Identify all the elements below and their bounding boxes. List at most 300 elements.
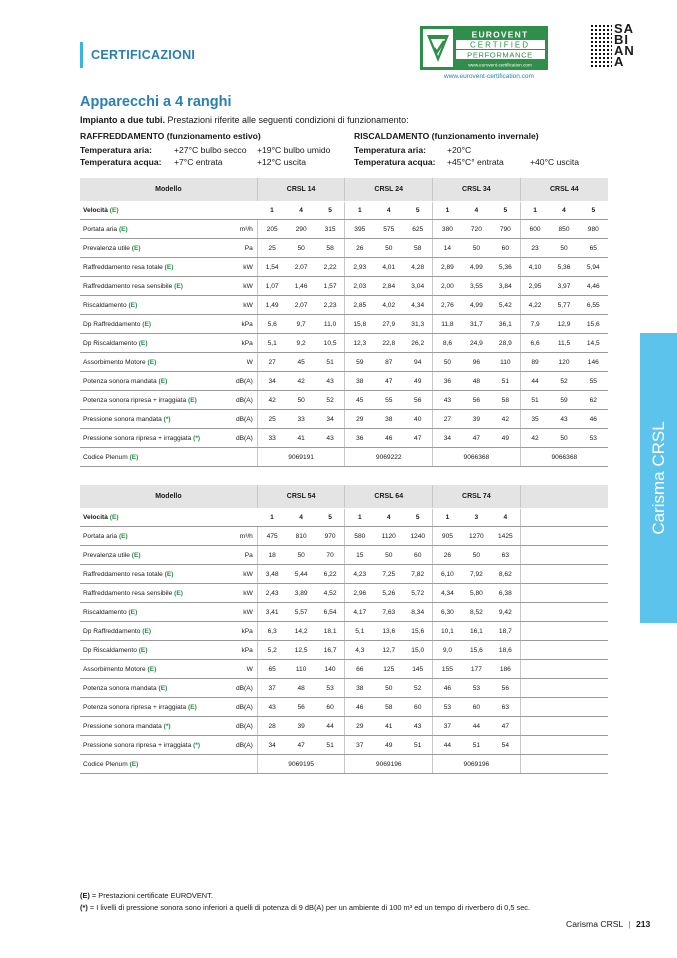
table-cell: 14,2 — [287, 622, 316, 641]
row-label: Raffreddamento resa sensibile (E) — [80, 277, 227, 296]
table-cell — [579, 584, 608, 603]
table-cell: 3,89 — [287, 584, 316, 603]
table-cell: 5,44 — [287, 565, 316, 584]
table-cell: 6,3 — [257, 622, 286, 641]
table-cell: 53 — [579, 429, 608, 448]
table-cell: 37 — [345, 736, 374, 755]
row-unit: m³/h — [227, 220, 257, 239]
table-cell: 12,3 — [345, 334, 374, 353]
sabiana-logo — [590, 21, 650, 69]
spec-table-2 — [80, 485, 608, 774]
table-cell: 46 — [433, 679, 462, 698]
table-cell: 5,72 — [403, 584, 432, 603]
table-cell: 290 — [287, 220, 316, 239]
page-footer — [566, 919, 650, 929]
table-cell: 44 — [316, 717, 345, 736]
table-cell: 45 — [345, 391, 374, 410]
table-cell: 9,7 — [287, 315, 316, 334]
table-row — [80, 372, 608, 391]
cooling-water-v2: +12°C uscita — [257, 157, 307, 167]
row-unit: dB(A) — [227, 410, 257, 429]
row-label: Dp Raffreddamento (E) — [80, 315, 227, 334]
row-unit: dB(A) — [227, 698, 257, 717]
table-cell: 42 — [491, 410, 520, 429]
table-cell: 3,97 — [549, 277, 578, 296]
row-label: Pressione sonora mandata (*) — [80, 410, 227, 429]
row-label: Riscaldamento (E) — [80, 603, 227, 622]
table-cell: 315 — [316, 220, 345, 239]
table-cell: 15 — [345, 546, 374, 565]
table-cell: 31,7 — [462, 315, 491, 334]
table-cell — [549, 584, 578, 603]
table-cell: 33 — [257, 429, 286, 448]
row-label: Prevalenza utile (E) — [80, 239, 227, 258]
table-cell: 575 — [374, 220, 403, 239]
table-cell: 48 — [462, 372, 491, 391]
table-cell — [520, 584, 549, 603]
footer-label: Carisma CRSL — [566, 919, 623, 929]
table-cell: 59 — [345, 353, 374, 372]
table-cell: 25 — [257, 410, 286, 429]
table-cell: 38 — [374, 410, 403, 429]
speed-label: Velocità (E) — [80, 202, 257, 220]
table-cell: 2,07 — [287, 296, 316, 315]
table-cell: 50 — [549, 429, 578, 448]
table-cell: 46 — [345, 698, 374, 717]
row-unit: dB(A) — [227, 736, 257, 755]
table-cell: 46 — [374, 429, 403, 448]
speed-value: 5 — [403, 202, 432, 220]
table-cell: 5,6 — [257, 315, 286, 334]
table-cell: 155 — [433, 660, 462, 679]
table-cell: 1240 — [403, 527, 432, 546]
plenum-code: 9069195 — [257, 755, 345, 774]
row-label: Raffreddamento resa sensibile (E) — [80, 584, 227, 603]
table-cell: 14,5 — [579, 334, 608, 353]
table-cell: 50 — [287, 239, 316, 258]
table-cell: 29 — [345, 717, 374, 736]
brand-letters-3: AN — [614, 43, 635, 58]
table-cell: 70 — [316, 546, 345, 565]
table-cell: 4,17 — [345, 603, 374, 622]
table-cell: 60 — [316, 698, 345, 717]
table-cell: 380 — [433, 220, 462, 239]
table-row — [80, 641, 608, 660]
table-cell: 10,1 — [433, 622, 462, 641]
table-cell: 49 — [403, 372, 432, 391]
table-cell: 8,62 — [491, 565, 520, 584]
table-cell: 27 — [433, 410, 462, 429]
table-cell: 43 — [433, 391, 462, 410]
table-cell — [549, 546, 578, 565]
table-cell: 15,6 — [579, 315, 608, 334]
heating-air-v1: +20°C — [447, 145, 472, 155]
table-cell: 43 — [316, 429, 345, 448]
table-cell: 18 — [257, 546, 286, 565]
table-cell: 7,92 — [462, 565, 491, 584]
table-cell: 27,9 — [374, 315, 403, 334]
table-cell: 3,55 — [462, 277, 491, 296]
table-cell: 60 — [403, 546, 432, 565]
row-unit: kPa — [227, 334, 257, 353]
table-cell — [579, 736, 608, 755]
table-cell: 9,42 — [491, 603, 520, 622]
table-cell: 1,46 — [287, 277, 316, 296]
table-cell: 33 — [287, 410, 316, 429]
table-cell: 26 — [345, 239, 374, 258]
speed-value: 4 — [374, 202, 403, 220]
table-row — [80, 565, 608, 584]
logo-line2: CERTIFIED — [469, 40, 531, 50]
table-cell: 2,23 — [316, 296, 345, 315]
table-cell — [579, 641, 608, 660]
row-label: Dp Raffreddamento (E) — [80, 622, 227, 641]
table-cell: 16,7 — [316, 641, 345, 660]
table-cell: 3,84 — [491, 277, 520, 296]
table-cell: 4,34 — [433, 584, 462, 603]
plenum-label: Codice Plenum (E) — [80, 448, 227, 467]
table-cell: 2,76 — [433, 296, 462, 315]
table-cell: 50 — [549, 239, 578, 258]
row-unit: dB(A) — [227, 679, 257, 698]
table-cell: 125 — [374, 660, 403, 679]
row-unit: kPa — [227, 315, 257, 334]
table-cell — [520, 603, 549, 622]
table-row — [80, 736, 608, 755]
table-cell: 395 — [345, 220, 374, 239]
model-name: CRSL 74 — [433, 485, 521, 509]
table-cell: 1270 — [462, 527, 491, 546]
table-cell: 36 — [345, 429, 374, 448]
heating-air-label: Temperatura aria: — [354, 145, 426, 155]
table-cell: 49 — [374, 736, 403, 755]
plenum-code — [520, 755, 608, 774]
table-cell: 600 — [520, 220, 549, 239]
table-cell: 45 — [287, 353, 316, 372]
plenum-label: Codice Plenum (E) — [80, 755, 227, 774]
row-label: Pressione sonora mandata (*) — [80, 717, 227, 736]
table-cell: 1425 — [491, 527, 520, 546]
table-cell: 31,3 — [403, 315, 432, 334]
row-label: Potenza sonora mandata (E) — [80, 372, 227, 391]
table-cell: 12,9 — [549, 315, 578, 334]
heating-water-label: Temperatura acqua: — [354, 157, 436, 167]
table-cell: 140 — [316, 660, 345, 679]
table-row — [80, 603, 608, 622]
speed-value: 4 — [549, 202, 578, 220]
row-label: Potenza sonora ripresa + irraggiata (E) — [80, 391, 227, 410]
table-cell: 29 — [345, 410, 374, 429]
table-cell: 24,9 — [462, 334, 491, 353]
table-cell: 5,36 — [491, 258, 520, 277]
table-cell: 3,41 — [257, 603, 286, 622]
speed-value — [549, 509, 578, 527]
table-cell: 5,26 — [374, 584, 403, 603]
table-cell: 2,96 — [345, 584, 374, 603]
certification-url: www.eurovent-certification.com — [444, 73, 534, 80]
table-cell: 39 — [287, 717, 316, 736]
table-cell: 6,38 — [491, 584, 520, 603]
table-cell — [579, 698, 608, 717]
speed-value: 1 — [345, 509, 374, 527]
table-cell: 43 — [403, 717, 432, 736]
table-cell: 8,6 — [433, 334, 462, 353]
table-cell: 65 — [579, 239, 608, 258]
table-cell: 65 — [257, 660, 286, 679]
table-row — [80, 527, 608, 546]
section-title: CERTIFICAZIONI — [91, 48, 196, 62]
table-cell: 580 — [345, 527, 374, 546]
table-cell: 44 — [462, 717, 491, 736]
table-cell: 54 — [491, 736, 520, 755]
table-cell: 47 — [374, 372, 403, 391]
intro-text — [80, 115, 409, 125]
table-cell: 6,55 — [579, 296, 608, 315]
table-cell: 905 — [433, 527, 462, 546]
model-name: CRSL 64 — [345, 485, 433, 509]
table-cell — [549, 717, 578, 736]
row-unit: kPa — [227, 622, 257, 641]
table-cell: 4,28 — [403, 258, 432, 277]
table-cell: 47 — [287, 736, 316, 755]
plenum-code: 9069222 — [345, 448, 433, 467]
table-cell: 186 — [491, 660, 520, 679]
table-cell: 52 — [403, 679, 432, 698]
table-cell: 50 — [433, 353, 462, 372]
table-cell: 63 — [491, 546, 520, 565]
speed-value: 1 — [433, 509, 462, 527]
table-cell: 6,30 — [433, 603, 462, 622]
footer-separator: | — [628, 919, 631, 929]
row-unit: m³/h — [227, 527, 257, 546]
table-cell: 55 — [579, 372, 608, 391]
row-unit: dB(A) — [227, 372, 257, 391]
section-accent-bar — [80, 42, 83, 68]
speed-value: 1 — [433, 202, 462, 220]
row-unit: kPa — [227, 641, 257, 660]
table-row — [80, 429, 608, 448]
row-unit: dB(A) — [227, 429, 257, 448]
table-cell: 38 — [345, 679, 374, 698]
speed-label: Velocità (E) — [80, 509, 257, 527]
speed-value: 1 — [257, 509, 286, 527]
table-row — [80, 353, 608, 372]
table-cell: 2,95 — [520, 277, 549, 296]
table-row — [80, 410, 608, 429]
table-cell: 50 — [374, 546, 403, 565]
table-cell: 5,77 — [549, 296, 578, 315]
table-cell: 58 — [403, 239, 432, 258]
row-label: Raffreddamento resa totale (E) — [80, 565, 227, 584]
table-cell: 42 — [287, 372, 316, 391]
heating-water-v2: +40°C uscita — [530, 157, 580, 167]
table-cell — [579, 527, 608, 546]
row-label: Raffreddamento resa totale (E) — [80, 258, 227, 277]
table-cell: 9,2 — [287, 334, 316, 353]
table-cell: 51 — [491, 372, 520, 391]
table-cell: 4,99 — [462, 258, 491, 277]
model-header: Modello — [80, 485, 257, 509]
table-cell: 15,6 — [462, 641, 491, 660]
table-cell: 58 — [374, 698, 403, 717]
table-cell: 50 — [462, 546, 491, 565]
table-cell: 720 — [462, 220, 491, 239]
table-cell — [579, 622, 608, 641]
table-cell: 3,04 — [403, 277, 432, 296]
table-cell: 2,00 — [433, 277, 462, 296]
table-cell: 18,7 — [491, 622, 520, 641]
table-row — [80, 277, 608, 296]
table-cell — [549, 698, 578, 717]
model-name — [520, 485, 608, 509]
row-label: Potenza sonora ripresa + irraggiata (E) — [80, 698, 227, 717]
model-name: CRSL 54 — [257, 485, 345, 509]
table-cell: 2,89 — [433, 258, 462, 277]
table-cell: 34 — [257, 736, 286, 755]
table-cell: 44 — [520, 372, 549, 391]
speed-value: 4 — [462, 202, 491, 220]
page-number: 213 — [636, 919, 651, 929]
table-cell: 56 — [462, 391, 491, 410]
table-cell: 15,0 — [403, 641, 432, 660]
table-cell: 5,80 — [462, 584, 491, 603]
plenum-code: 9066368 — [433, 448, 521, 467]
table-cell: 6,22 — [316, 565, 345, 584]
table-cell: 48 — [287, 679, 316, 698]
table-row — [80, 622, 608, 641]
table-cell: 51 — [403, 736, 432, 755]
table-cell: 38 — [345, 372, 374, 391]
table-cell — [549, 736, 578, 755]
plenum-code: 9069191 — [257, 448, 345, 467]
row-label: Dp Riscaldamento (E) — [80, 641, 227, 660]
table-cell: 56 — [403, 391, 432, 410]
row-unit: dB(A) — [227, 717, 257, 736]
table-cell: 55 — [374, 391, 403, 410]
table-row — [80, 258, 608, 277]
table-cell: 58 — [316, 239, 345, 258]
table-cell: 44 — [433, 736, 462, 755]
table-cell: 110 — [287, 660, 316, 679]
table-cell: 2,43 — [257, 584, 286, 603]
table-cell: 145 — [403, 660, 432, 679]
table-cell: 11,5 — [549, 334, 578, 353]
table-cell: 3,48 — [257, 565, 286, 584]
side-tab — [640, 333, 677, 623]
table-cell: 11,8 — [433, 315, 462, 334]
cooling-air-label: Temperatura aria: — [80, 145, 152, 155]
table-cell: 6,6 — [520, 334, 549, 353]
table-cell: 36,1 — [491, 315, 520, 334]
table-cell: 790 — [491, 220, 520, 239]
table-cell — [520, 641, 549, 660]
table-cell: 89 — [520, 353, 549, 372]
table-cell: 22,8 — [374, 334, 403, 353]
table-cell: 60 — [403, 698, 432, 717]
table-cell: 980 — [579, 220, 608, 239]
table-cell: 87 — [374, 353, 403, 372]
cooling-water-v1: +7°C entrata — [174, 157, 223, 167]
speed-value: 1 — [520, 202, 549, 220]
brand-letters-1: SA — [614, 21, 635, 36]
table-cell: 56 — [491, 679, 520, 698]
table-cell: 35 — [520, 410, 549, 429]
brand-letters-2: BI — [614, 32, 629, 47]
speed-value: 4 — [491, 509, 520, 527]
plenum-unit — [227, 755, 257, 774]
speed-value: 5 — [316, 202, 345, 220]
cooling-title: RAFFREDDAMENTO (funzionamento estivo) — [80, 131, 261, 141]
row-label: Prevalenza utile (E) — [80, 546, 227, 565]
table-cell: 120 — [549, 353, 578, 372]
brand-letters-4: A — [614, 54, 625, 69]
intro-rest: Prestazioni riferite alle seguenti condizioni di funzionamento: — [165, 115, 409, 125]
row-unit: Pa — [227, 239, 257, 258]
table-cell: 5,57 — [287, 603, 316, 622]
table-cell — [549, 641, 578, 660]
table-row — [80, 679, 608, 698]
table-cell — [520, 698, 549, 717]
table-cell: 34 — [316, 410, 345, 429]
table-cell: 11,0 — [316, 315, 345, 334]
table-cell: 66 — [345, 660, 374, 679]
table-cell — [579, 679, 608, 698]
table-row — [80, 239, 608, 258]
speed-value: 5 — [491, 202, 520, 220]
speed-value: 1 — [257, 202, 286, 220]
speed-value: 4 — [287, 509, 316, 527]
row-label: Dp Riscaldamento (E) — [80, 334, 227, 353]
row-unit: W — [227, 660, 257, 679]
table-cell: 2,22 — [316, 258, 345, 277]
table-cell: 41 — [287, 429, 316, 448]
table-cell: 36 — [433, 372, 462, 391]
eurovent-logo — [420, 26, 548, 70]
table-cell: 53 — [433, 698, 462, 717]
table-cell — [579, 660, 608, 679]
row-label: Portata aria (E) — [80, 527, 227, 546]
table-cell: 43 — [257, 698, 286, 717]
table-cell: 18,1 — [316, 622, 345, 641]
row-unit: kW — [227, 584, 257, 603]
logo-line3: PERFORMANCE — [467, 50, 533, 60]
table-cell: 4,34 — [403, 296, 432, 315]
cooling-water-label: Temperatura acqua: — [80, 157, 162, 167]
row-unit: kW — [227, 296, 257, 315]
table-cell: 4,23 — [345, 565, 374, 584]
cooling-air-v2: +19°C bulbo umido — [257, 145, 331, 155]
row-label: Potenza sonora mandata (E) — [80, 679, 227, 698]
table-cell: 60 — [462, 698, 491, 717]
footnote-star: (*) = I livelli di pressione sonora sono inferiori a quelli di potenza di 9 dB(A) per un ambiente di 100 m³ ed un tempo di riverbero di 0,5 sec. — [80, 903, 531, 912]
table-cell: 50 — [462, 239, 491, 258]
row-label: Portata aria (E) — [80, 220, 227, 239]
table-cell: 4,46 — [579, 277, 608, 296]
row-unit: dB(A) — [227, 391, 257, 410]
speed-value — [520, 509, 549, 527]
row-label: Pressione sonora ripresa + irraggiata (*) — [80, 736, 227, 755]
table-cell: 52 — [316, 391, 345, 410]
table-cell: 63 — [491, 698, 520, 717]
table-row — [80, 660, 608, 679]
table-cell: 23 — [520, 239, 549, 258]
table-cell — [549, 603, 578, 622]
table-cell: 34 — [257, 372, 286, 391]
table-cell: 7,63 — [374, 603, 403, 622]
table-cell — [520, 546, 549, 565]
table-cell: 4,22 — [520, 296, 549, 315]
table-cell: 58 — [491, 391, 520, 410]
